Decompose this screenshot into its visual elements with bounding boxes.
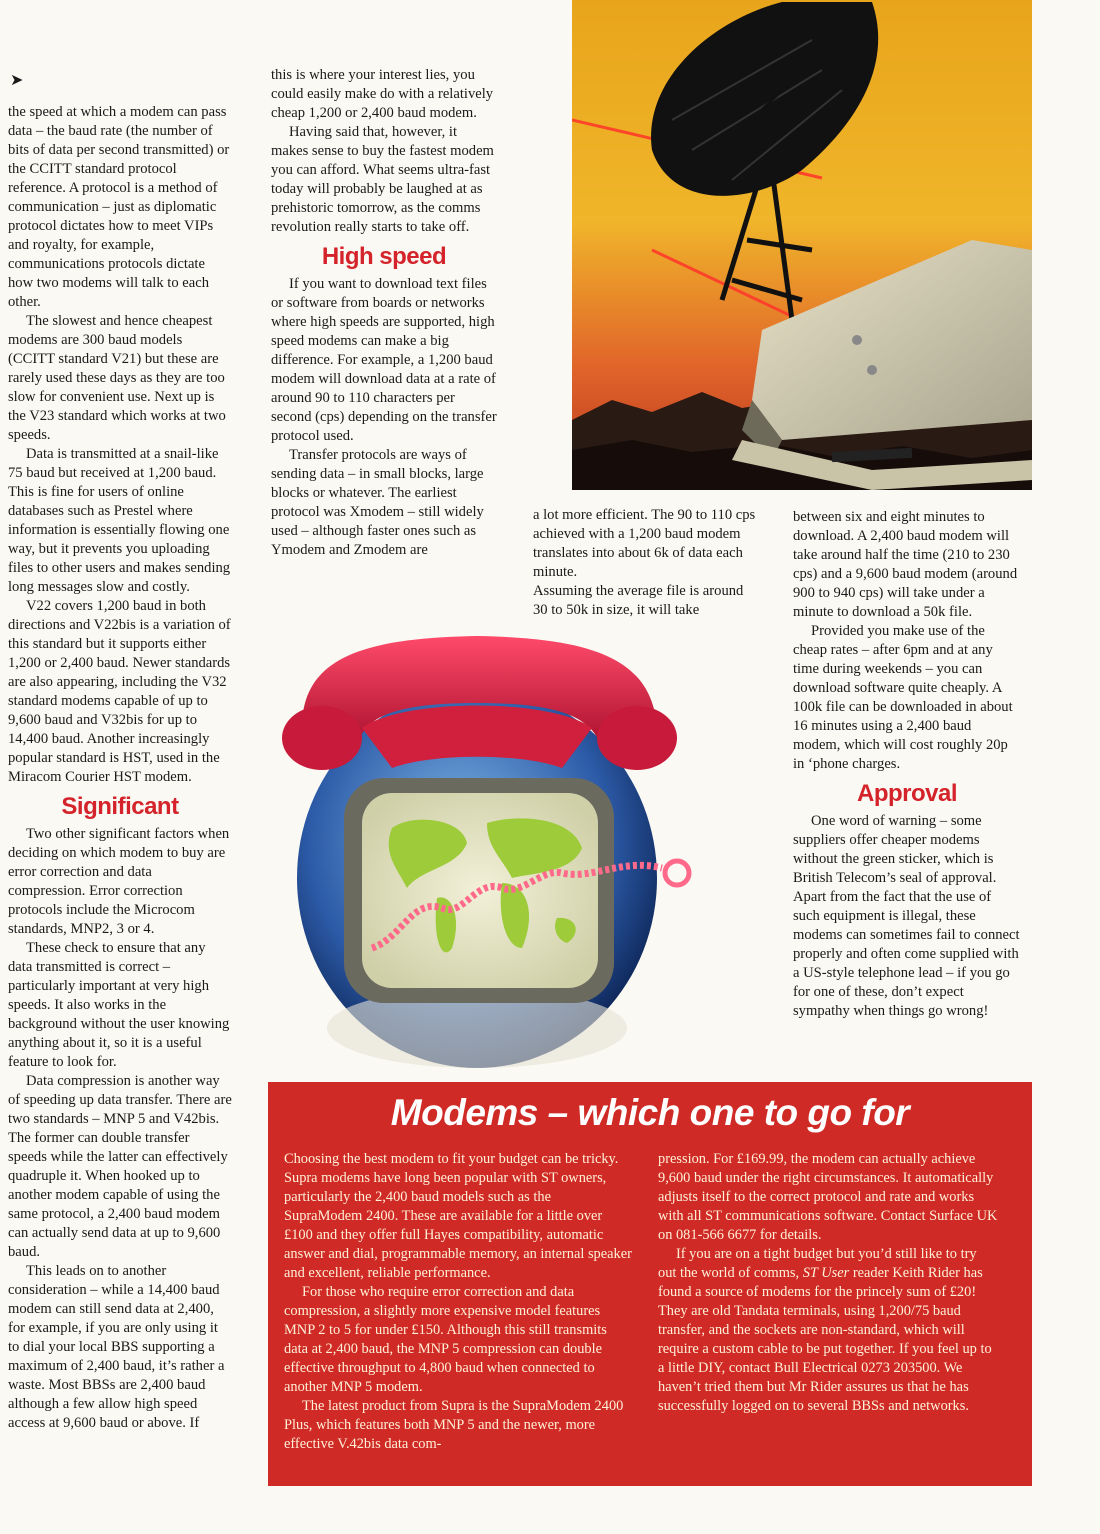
paragraph: a lot more efficient. The 90 to 110 cps achieved with a 1,200 baud modem translates into about 6k of data each minute.: [533, 507, 756, 580]
paragraph: V22 covers 1,200 baud in both directions and V22bis is a variation of this standard but it supports either 1,200 or 2,400 baud. Newer standards are also appearing, including the V32 standard modems capable of up to 9,600 baud and V32bis for up to 14,400 baud. Another increasingly popular standard is HST, used in the Miracom Courier HST modem.: [8, 598, 231, 785]
section-heading-high-speed: High speed: [321, 243, 447, 270]
article-column-4: [793, 508, 1021, 1021]
box-column-left: [284, 1150, 632, 1454]
section-heading-significant: Significant: [61, 793, 179, 820]
box-paragraph: pression. For £169.99, the modem can actually achieve 9,600 baud under the right circumstances. It automatically adjusts itself to the correct protocol and rate and works with all ST communications software. Contact Surface UK on 081-566 6677 for details.: [658, 1151, 998, 1243]
article-column-2: [271, 66, 497, 560]
paragraph: this is where your interest lies, you could easily make do with a relatively cheap 1,200 or 2,400 baud modem.: [271, 67, 494, 121]
paragraph: If you want to download text files or software from boards or networks where high speeds are supported, high speed modems can make a big difference. For example, a 1,200 baud modem will download data at a rate of around 90 to 110 characters per second (cps) depending on the transfer protocol used.: [271, 276, 497, 444]
text-run: reader Keith Rider has found a source of modems for the princely sum of £20! They are old Tandata terminals, using 1,200/75 baud transfer, and the sockets are non-standard, which will require a custom cable to be put together. If you feel up to a little DIY, contact Bull Electrical 0273 203500. We haven’t tried them but Mr Rider assures us that he has successfully logged on to several BBSs and networks.: [658, 1265, 992, 1414]
satellite-dish-photo: [572, 0, 1032, 490]
box-column-right: [658, 1150, 998, 1416]
paragraph: Transfer protocols are ways of sending data – in small blocks, large blocks or whatever. The earliest protocol was Xmodem – still widely used – although faster ones such as Ymodem and Zmodem are: [271, 447, 484, 558]
sidebar-box-modems: [268, 1082, 1032, 1486]
box-title: Modems – which one to go for: [390, 1092, 910, 1133]
publication-name: ST User: [802, 1265, 850, 1281]
article-column-3: [533, 506, 759, 620]
paragraph: These check to ensure that any data transmitted is correct – particularly important at very high speeds. It also works in the background without the user knowing anything about it, so it is a useful feature to look for.: [8, 940, 230, 1070]
continuation-arrow-icon: ➤: [10, 72, 24, 89]
text-run: If you are on a tight budget but you’d still like to try out the world of comms,: [658, 1246, 977, 1281]
paragraph: Assuming the average file is around 30 to 50k in size, it will take: [533, 583, 744, 618]
paragraph: One word of warning – some suppliers offer cheaper modems without the green sticker, which is British Telecom’s seal of approval. Apart from the fact that the use of such equipment is illegal, these modems can sometimes fail to connect properly and often come supplied with a US-style telephone lead – if you go for one of these, don’t expect sympathy when things go wrong!: [793, 813, 1020, 1019]
paragraph: Data is transmitted at a snail-like 75 baud but received at 1,200 baud. This is fine for users of online databases such as Prestel where information is essentially flowing one way, but it prevents you uploading files to other users and makes sending long messages slow and costly.: [8, 446, 231, 595]
paragraph: between six and eight minutes to download. A 2,400 baud modem will take around half the time (210 to 230 cps) and a 9,600 baud modem (around 900 to 940 cps) will take under a minute to download a 50k file.: [793, 509, 1018, 620]
section-heading-approval: Approval: [856, 780, 957, 807]
box-paragraph: [658, 1245, 998, 1416]
paragraph: Data compression is another way of speeding up data transfer. There are two standards – MNP 5 and V42bis. The former can double transfer speeds while the latter can effectively quadruple it. When hooked up to another modem capable of using the same protocol, a 2,400 baud modem can actually send data at up to 9,600 baud.: [8, 1073, 232, 1260]
article-column-1: [8, 103, 232, 1433]
box-paragraph: For those who require error correction and data compression, a slightly more expensive model features MNP 2 to 5 for under £150. Although this still transmits data at 2,400 baud, the MNP 5 compression can double effective throughput to 4,800 baud when connected to another MNP 5 modem.: [284, 1284, 607, 1395]
paragraph: Provided you make use of the cheap rates – after 6pm and at any time during weekends – you can download software quite cheaply. A 100k file can be downloaded in about 16 minutes using a 2,400 baud modem, which will cost roughly 20p in ‘phone charges.: [793, 623, 1013, 772]
paragraph: This leads on to another consideration – while a 14,400 baud modem can still send data at 2,400, for example, if you are only using it to dial your local BBS supporting a maximum of 2,400 baud, it’s rather a waste. Most BBSs are 2,400 baud although a few allow high speed access at 9,600 baud or above. If: [8, 1263, 225, 1431]
paragraph: Having said that, however, it makes sense to buy the fastest modem you can afford. What seems ultra-fast today will probably be laughed at as prehistoric tomorrow, as the comms revolution really starts to take off.: [271, 124, 494, 235]
paragraph: Two other significant factors when deciding on which modem to buy are error correction and data compression. Error correction protocols include the Microcom standards, MNP2, 3 or 4.: [8, 826, 230, 937]
paragraph: The slowest and hence cheapest modems are 300 baud models (CCITT standard V21) but these are rarely used these days as they are too slow for convenient use. Next up is the V23 standard which works at two speeds.: [8, 313, 226, 443]
paragraph: the speed at which a modem can pass data – the baud rate (the number of bits of data per second transmitted) or the CCITT standard protocol reference. A protocol is a method of communication – just as diplomatic protocol dictates how to meet VIPs and royalty, for example, communications protocols dictate how two modems will talk to each other.: [8, 104, 230, 310]
globe-telephone-illustration: [262, 618, 702, 1078]
box-paragraph: Choosing the best modem to fit your budget can be tricky. Supra modems have long been popular with ST owners, particularly the 2,400 baud models such as the SupraModem 2400. These are available for a little over £100 and they offer full Hayes compatibility, automatic answer and dial, programmable memory, an internal speaker and excellent, reliable performance.: [284, 1151, 632, 1281]
box-paragraph: The latest product from Supra is the SupraModem 2400 Plus, which features both MNP 5 and the newer, more effective V.42bis data com-: [284, 1398, 624, 1452]
